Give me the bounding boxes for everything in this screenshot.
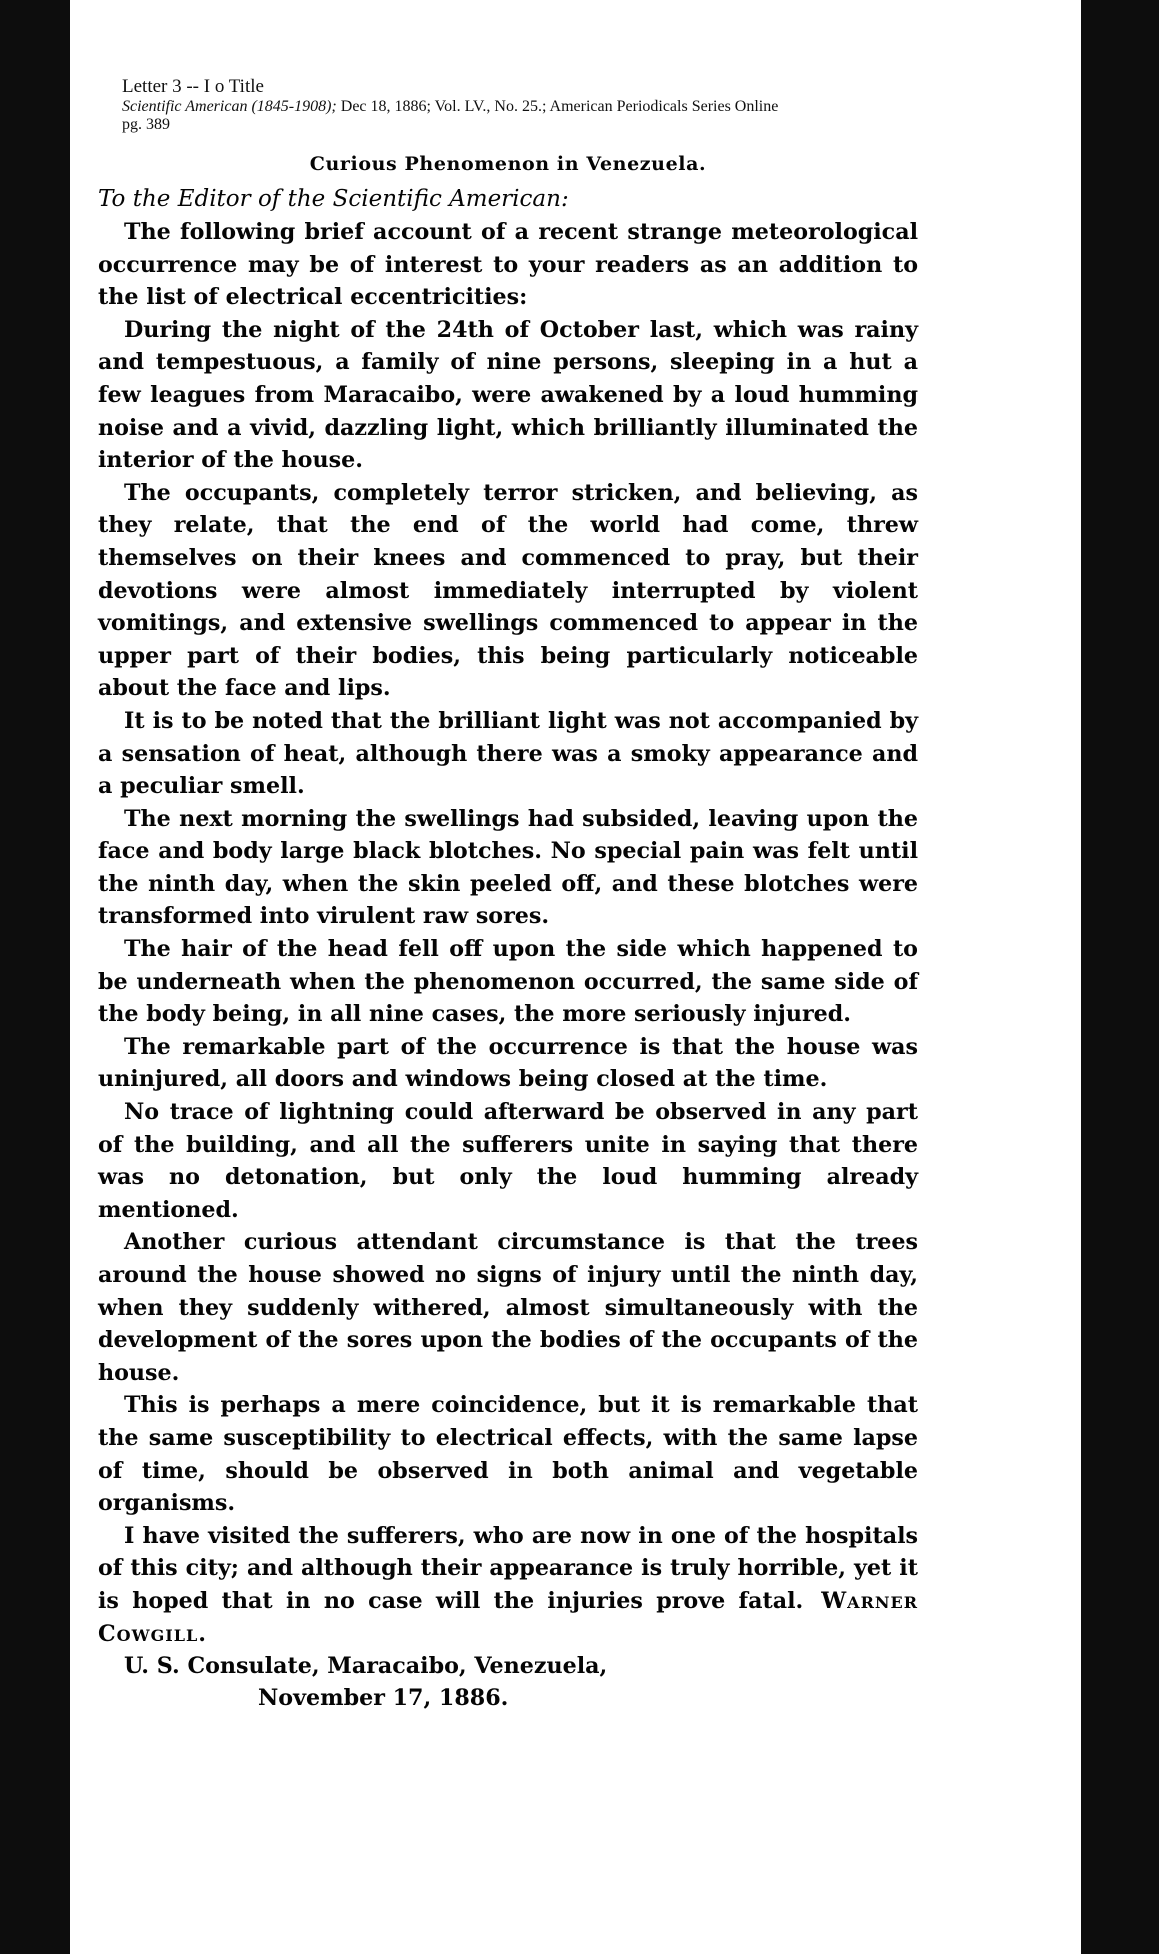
- sender-address: U. S. Consulate, Maracaibo, Venezuela,: [124, 1653, 608, 1680]
- salutation: To the Editor of the Scientific American:: [98, 186, 569, 212]
- closing-text: I have visited the sufferers, who are now in one of the hospitals of this city; and although their appearance is truly horrible, yet it is hoped that in no case will the injuries prove fatal.: [98, 1522, 918, 1614]
- paragraph: Another curious attendant circumstance is that the trees around the house showed no signs of injury until the ninth day, when they suddenly withered, almost simultaneously with the development of the sores upon the bodies of the occupants of the house.: [98, 1229, 918, 1386]
- citation-header: [122, 76, 1022, 134]
- paragraph: The remarkable part of the occurrence is that the house was uninjured, all doors and windows being closed at the time.: [98, 1033, 918, 1093]
- letter-title: Letter 3 -- I o Title: [122, 76, 264, 97]
- page-reference: pg. 389: [122, 116, 170, 133]
- citation-line: [122, 97, 1022, 116]
- paragraph: The next morning the swellings had subsided, leaving upon the face and body large black blotches. No special pain was felt until the ninth day, when the skin peeled off, and these blotches were transformed into virulent raw sores.: [98, 805, 918, 930]
- paragraph: The occupants, completely terror stricken, and believing, as they relate, that the end of the world had come, threw themselves on their knees and commenced to pray, but their devotions were almost immediately interrupted by violent vomitings, and extensive swellings commenced to appear in the upper part of their bodies, this being particularly noticeable about the face and lips.: [98, 479, 918, 702]
- paragraph: The following brief account of a recent strange meteorological occurrence may be of interest to your readers as an addition to the list of electrical eccentricities:: [98, 219, 918, 311]
- paragraph: No trace of lightning could afterward be observed in any part of the building, and all the sufferers unite in saying that there was no detonation, but only the loud humming already mentioned.: [98, 1099, 918, 1223]
- journal-name: Scientific American (1845-1908);: [122, 98, 337, 115]
- newspaper-clipping: [98, 150, 918, 1714]
- paragraph: The hair of the head fell off upon the side which happened to be underneath when the phenomenon occurred, the same side of the body being, in all nine cases, the more seriously injured.: [98, 936, 918, 1028]
- closing-paragraph: [98, 1520, 918, 1650]
- citation-details: Dec 18, 1886; Vol. LV., No. 25.; American Periodicals Series Online: [336, 98, 779, 115]
- document-page: [70, 0, 1081, 1954]
- signature: Warner Cowgill.: [98, 1587, 918, 1647]
- paragraph: This is perhaps a mere coincidence, but it is remarkable that the same susceptibility to electrical effects, with the same lapse of time, should be observed in both animal and vegetable organisms.: [98, 1392, 918, 1517]
- paragraph: During the night of the 24th of October last, which was rainy and tempestuous, a family of nine persons, sleeping in a hut a few leagues from Maracaibo, were awakened by a loud humming noise and a vivid, dazzling light, which brilliantly illuminated the interior of the house.: [98, 316, 918, 474]
- letter-date: November 17, 1886.: [258, 1685, 509, 1712]
- article-title: Curious Phenomenon in Venezuela.: [309, 153, 707, 175]
- paragraph: It is to be noted that the brilliant light was not accompanied by a sensation of heat, although there was a smoky appearance and a peculiar smell.: [98, 707, 918, 800]
